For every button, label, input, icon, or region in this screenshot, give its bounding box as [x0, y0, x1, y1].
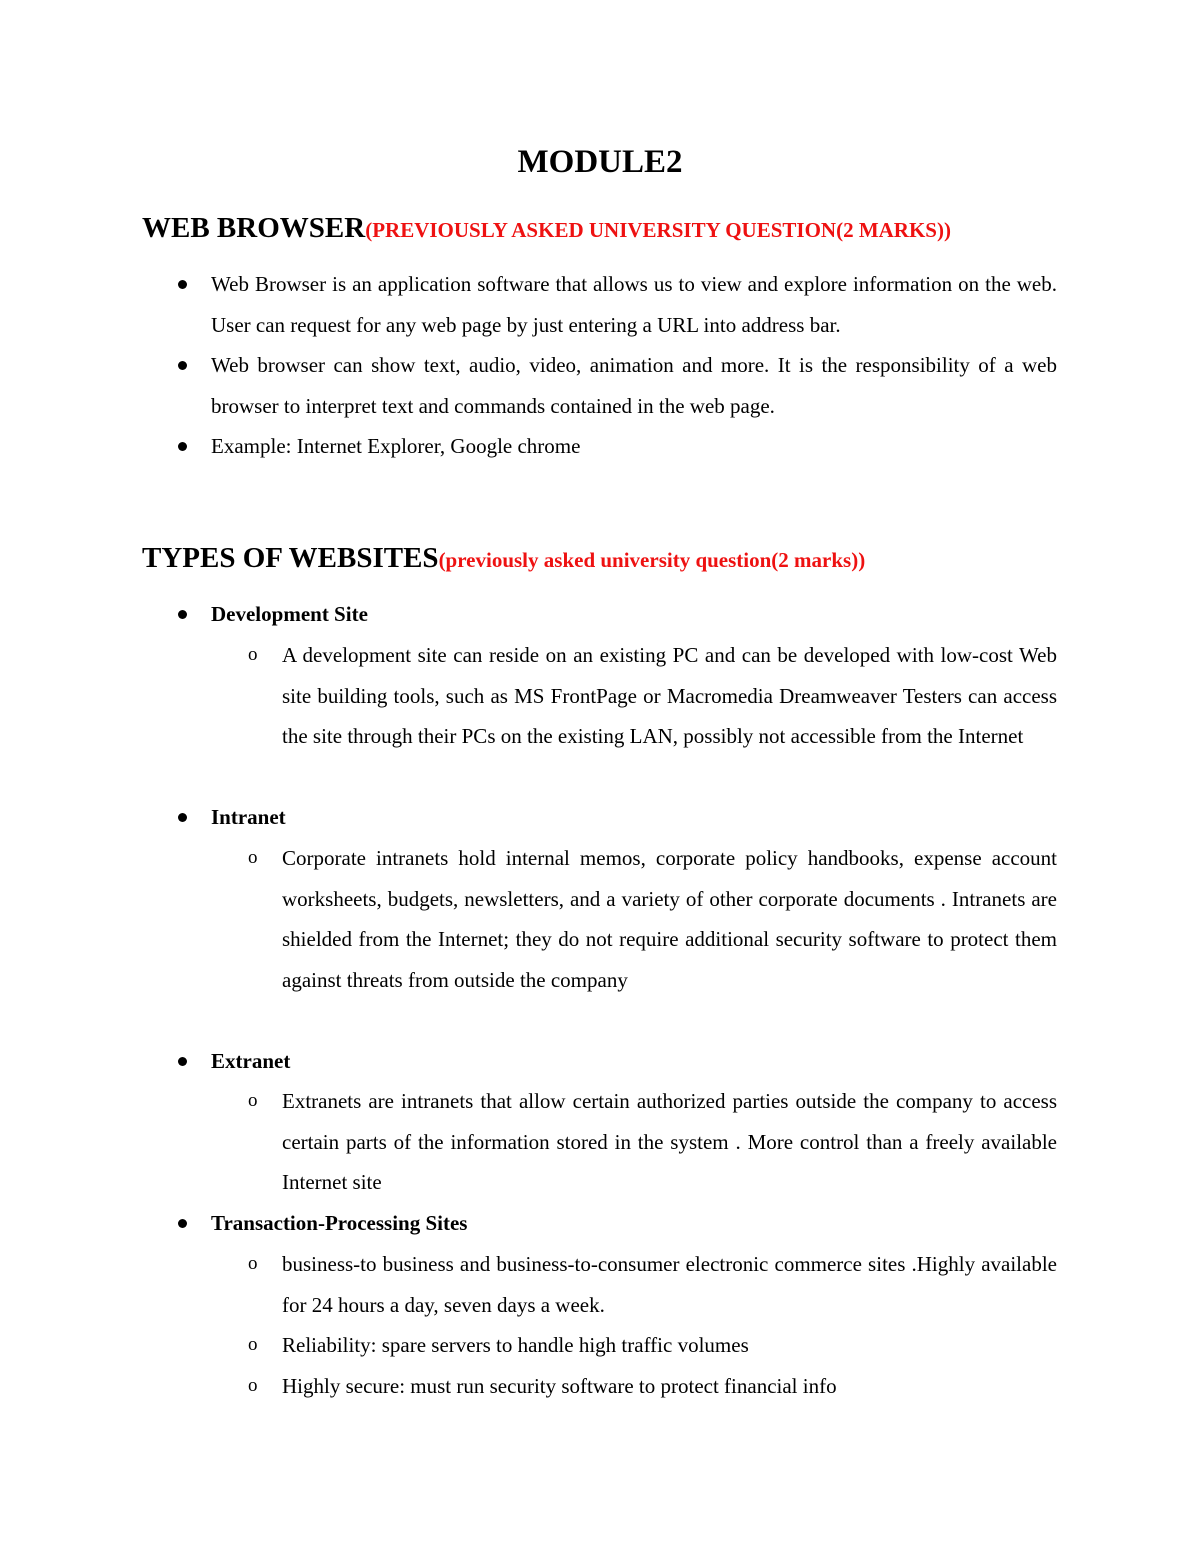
heading-text: TYPES OF WEBSITES — [142, 542, 439, 574]
sub-bullet-item: o business-to business and business-to-consumer electronic commerce sites .Highly available for 24 hours a day, seven days a week. — [282, 1244, 1057, 1325]
heading-text: WEB BROWSER — [142, 212, 366, 244]
sub-bullet-item: o Extranets are intranets that allow certain authorized parties outside the company to access certain parts of the information stored in the system . More control than a freely available Internet site — [282, 1081, 1057, 1203]
website-type-intranet: Intranet — [211, 797, 1057, 838]
bullet-item: Example: Internet Explorer, Google chrome — [211, 426, 1057, 467]
bullet-item: Web browser can show text, audio, video, animation and more. It is the responsibility of a web browser to interpret text and commands contained in the web page. — [211, 345, 1057, 426]
sub-bullet-item: o Highly secure: must run security software to protect financial info — [282, 1366, 1057, 1407]
sub-bullet-item: o A development site can reside on an existing PC and can be developed with low-cost Web site building tools, such as MS FrontPage or Macromedia Dreamweaver Testers can access the site through their PCs on the existing LAN, possibly not accessible from the Internet — [282, 635, 1057, 757]
heading-note: (previously asked university question(2 marks)) — [438, 548, 866, 572]
website-type-transaction-processing: Transaction-Processing Sites — [211, 1203, 1057, 1244]
heading-note: (PREVIOUSLY ASKED UNIVERSITY QUESTION(2 MARKS)) — [365, 218, 951, 242]
section-heading-web-browser — [142, 208, 1102, 250]
section-heading-types-of-websites — [142, 538, 1102, 580]
sub-bullet-item: o Corporate intranets hold internal memos, corporate policy handbooks, expense account worksheets, budgets, newsletters, and a variety of other corporate documents . Intranets are shielded from the Internet; they do not require additional security software to protect them against threats from outside the company — [282, 838, 1057, 1000]
bullet-item: Web Browser is an application software that allows us to view and explore information on the web. User can request for any web page by just entering a URL into address bar. — [211, 264, 1057, 345]
sub-bullet-item: o Reliability: spare servers to handle high traffic volumes — [282, 1325, 1057, 1366]
page-title: MODULE2 — [517, 144, 683, 180]
website-type-development-site: Development Site — [211, 594, 1057, 635]
website-type-extranet: Extranet — [211, 1041, 1057, 1082]
